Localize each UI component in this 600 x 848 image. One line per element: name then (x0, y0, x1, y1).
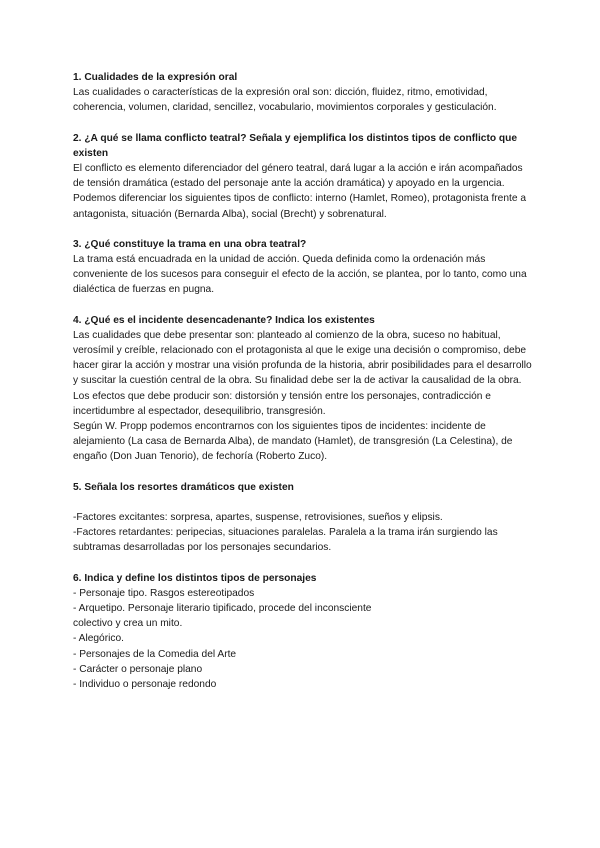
section-paragraph: Podemos diferenciar los siguientes tipos de conflicto: interno (Hamlet, Romeo), protagonista frente a antagonista, situación (Bernarda Alba), social (Brecht) y sobrenatural. (73, 193, 527, 220)
list-item: - Individuo o personaje redondo (73, 679, 217, 691)
section-paragraph: Según W. Propp podemos encontrarnos con los siguientes tipos de incidentes: incidente de alejamiento (La casa de Bernarda Alba), de mandato (Hamlet), de transgresión (La Celestina), de engaño (Don Juan Tenorio), de fechoría (Roberto Zuco). (73, 421, 513, 463)
section-heading: 2. ¿A qué se llama conflicto teatral? Señala y ejemplifica los distintos tipos de conflicto que existen (73, 132, 518, 159)
section-paragraph: Las cualidades que debe presentar son: planteado al comienzo de la obra, suceso no habitual, verosímil y creíble, relacionado con el protagonista al que le exige una decisión o compromiso, debe hacer girar la acción y mostrar una visión profunda de la historia, abrir posibilidades para el desarrollo y suscitar la cuestión central de la obra. Su finalidad debe ser la de activar la causalidad de la obra. Los efectos que debe producir son: distorsión y tensión entre los personajes, contradicción e incertidumbre al espectador, desequilibrio, transgresión. (73, 329, 532, 417)
list-item: - Personaje tipo. Rasgos estereotipados (73, 587, 255, 599)
section-heading: 1. Cualidades de la expresión oral (73, 72, 238, 83)
section-tipos-personajes (73, 571, 533, 693)
section-paragraph: El conflicto es elemento diferenciador del género teatral, dará lugar a la acción e irán acompañados de tensión dramática (estado del personaje ante la acción dramática) y apoyado en la urgencia. (73, 163, 523, 190)
section-paragraph: Las cualidades o características de la expresión oral son: dicción, fluidez, ritmo, emotividad, coherencia, volumen, claridad, sencillez, vocabulario, movimientos corporales y gesticulación. (73, 87, 497, 114)
section-heading: 3. ¿Qué constituye la trama en una obra teatral? (73, 238, 307, 250)
list-item: - Arquetipo. Personaje literario tipificado, procede del inconsciente (73, 603, 372, 615)
list-item: - Carácter o personaje plano (73, 663, 203, 675)
section-heading: 5. Señala los resortes dramáticos que existen (73, 481, 294, 493)
section-heading: 4. ¿Qué es el incidente desencadenante? Indica los existentes (73, 314, 375, 326)
section-heading: 6. Indica y define los distintos tipos de personajes (73, 572, 317, 584)
section-expresion-oral (73, 70, 533, 116)
section-incidente-desencadenante (73, 313, 533, 465)
list-item: colectivo y crea un mito. (73, 618, 183, 630)
section-resortes-dramaticos (73, 480, 533, 556)
section-paragraph: -Factores retardantes: peripecias, situaciones paralelas. Paralela a la trama irán surgiendo las subtramas desarrolladas por los personajes secundarios. (73, 527, 498, 554)
personajes-list (73, 586, 533, 692)
section-paragraph: La trama está encuadrada en la unidad de acción. Queda definida como la ordenación más conveniente de los sucesos para conseguir el efecto de la acción, se plantea, por lo tanto, como una dialéctica de fuerzas en pugna. (73, 254, 527, 296)
section-paragraph: -Factores excitantes: sorpresa, apartes, suspense, retrovisiones, sueños y elipsis. (73, 512, 443, 524)
blank-line (73, 495, 533, 510)
document-page (73, 70, 533, 707)
section-conflicto-teatral (73, 131, 533, 222)
list-item: - Personajes de la Comedia del Arte (73, 648, 237, 660)
list-item: - Alegórico. (73, 633, 124, 645)
section-trama (73, 237, 533, 298)
